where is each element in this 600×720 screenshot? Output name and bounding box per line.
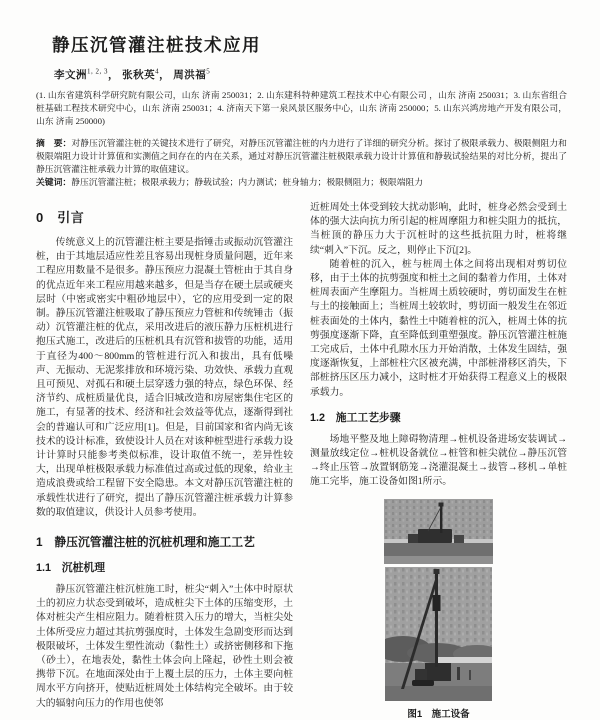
abstract-paragraph [36,137,567,176]
author-1: 李文洲 [54,70,87,81]
section-1-2-paragraph: 场地平整及地上障碍物清理→桩机设备进场安装调试→测量放线定位→桩机设备就位→桩管和桩尖就位→静压沉管→终止压管→放置钢筋笼→浇灌混凝土→拔管→移机→单桩施工完毕，施工设备如图1所示。 [310,433,567,488]
author-3-affil-marks: 5 [206,67,211,76]
section-1-1-heading: 1.1 沉桩机理 [36,562,105,575]
section-1-1-paragraph-2: 随着桩的沉入，桩与桩周土体之间将出现相对剪切位移，由于土体的抗剪强度和桩土之间的黏着力作用，土体对桩周表面产生摩阻力。当桩周土质较硬时，剪切面发生在桩与土的接触面上；当桩周土较软时，剪切面一般发生在邻近桩表面处的土体内，黏性土中随着桩的沉入，桩周土体的抗剪强度逐渐下降，直至降低到重塑强度。静压沉管灌注桩施工完成后，土体中孔隙水压力开始消散，土体发生固结，强度逐渐恢复，上部桩柱穴区被充满，中部桩滑移区消失，下部桩挤压区压力减小，这时桩才开始获得工程意义上的极限承载力。 [310,258,567,398]
keywords-text: 静压沉管灌注桩；极限承载力；静载试验；内力测试；桩身轴力；极限侧阻力；极限端阻力 [71,177,424,187]
construction-equipment-photo-bottom [385,567,492,701]
two-column-body [36,201,567,720]
abstract-section [36,137,567,189]
author-1-affil-marks: 1, 2, 3 [87,67,108,76]
author-separator: ， [159,70,174,81]
abstract-text: 对静压沉管灌注桩的关键技术进行了研究，对静压沉管灌注桩的内力进行了详细的研究分析。探讨了极限承载力、极限侧阻力和极限端阻力设计计算值和实测值之间存在的内在关系，通过对静压沉管灌注桩极限承载力设计计算值和静载试验结果的对比分析，提出了静压沉管灌注桩承载力计算的取值建议。 [36,138,567,174]
author-2-affil-marks: 4 [155,67,160,76]
section-1-1-paragraph-left: 静压沉管灌注桩沉桩施工时，桩尖“刺入”土体中时原状土的初应力状态受到破坏，造成桩尖下土体的压缩变形，土体对桩尖产生相应阻力。随着桩贯入压力的增大，当桩尖处土体所受应力超过其抗剪强度时，土体发生急剧变形而达到极限破坏，土体发生塑性流动（黏性土）或挤密侧移和下拖（砂土），在地表处，黏性土体会向上隆起，砂性土则会被携带下沉。在地面深处由于上覆土层的压力，土体主要向桩周水平方向挤开，使贴近桩周处土体结构完全破坏。由于较大的辐射向压力的作用也使邻 [36,584,293,709]
figure-1 [310,499,567,720]
author-line [54,67,567,82]
author-separator: ， [108,70,123,81]
section-1-2-heading: 1.2 施工工艺步骤 [310,411,401,424]
section-0-paragraph: 传统意义上的沉管灌注桩主要是指锤击或振动沉管灌注桩，由于其地层适应性差且容易出现桩身质量问题，近年来工程应用数量不是很多。静压预应力混凝土管桩由于其自身的优点近年来工程应用越来越多，但是当存在硬土层或硬夹层时（中密或密实中粗砂地层中），它的应用受到一定的限制。静压沉管灌注桩吸取了静压预应力管桩和传统锤击（振动）沉管灌注桩的优点，采用改进后的液压静力压桩机进行抱压式施工，改进后的压桩机具有沉管和拔管的功能，适用于直径为400～800mm的管桩进行沉入和拔出，具有低噪声、无振动、无泥浆排放和环境污染、功效快、承载力直观且可预见、对孤石和硬土层穿透力强的特点，绿色环保、经济节约、成桩质量优良，适合旧城改造和房屋密集住宅区的施工，有显著的技术、经济和社会效益等优点，逐渐得到社会的普遍认可和广泛应用[1]。但是，目前国家和省内尚无该技术的设计标准，致使设计人员在对该种桩型进行承载力设计计算时只能参考类似标准，设计取值不统一，差异性较大，出现单桩极限承载力标准值过高或过低的现象，给业主造成浪费或给工程留下安全隐患。本文对静压沉管灌注桩的承载性状进行了研究，提出了静压沉管灌注桩承载力计算参数的取值建议，供设计人员参考使用。 [36,237,293,518]
figure-1-caption: 图1 施工设备 [407,708,470,720]
section-0-heading: 0 引言 [36,210,85,225]
affiliations: (1. 山东省建筑科学研究院有限公司，山东 济南 250031；2. 山东建科特种建筑工程技术中心有限公司 ，山东 济南 250031；3. 山东省组合桩基础工程技术研究中心，山东 济南 250031；4. 济南天下第一泉风景区服务中心，山东 济南 250000；5. 山东兴鸿房地产开发有限公司，山东 济南 250000) [36,90,567,126]
keywords-paragraph [36,176,567,189]
abstract-label: 摘 要： [36,138,72,148]
section-1-1-paragraph-continued: 近桩周处土体受到较大扰动影响，此时，桩身必然会受到土体的强大法向抗力所引起的桩周摩阻力和桩尖阻力的抵抗，当桩顶的静压力大于沉桩时的这些抵抗阻力时，桩将继续“刺入”下沉。反之，则停止下沉[2]。 [310,202,567,256]
keywords-label: 关键词： [36,177,72,187]
paper-header [36,32,567,128]
section-1-heading: 1 静压沉管灌注桩的沉桩机理和施工工艺 [36,535,255,550]
author-3: 周洪福 [173,70,207,81]
construction-equipment-photo-top [384,499,493,564]
author-2: 张秋英 [122,70,156,81]
paper-title: 静压沉管灌注桩技术应用 [52,35,261,55]
left-column [36,201,293,720]
right-column [310,201,567,720]
